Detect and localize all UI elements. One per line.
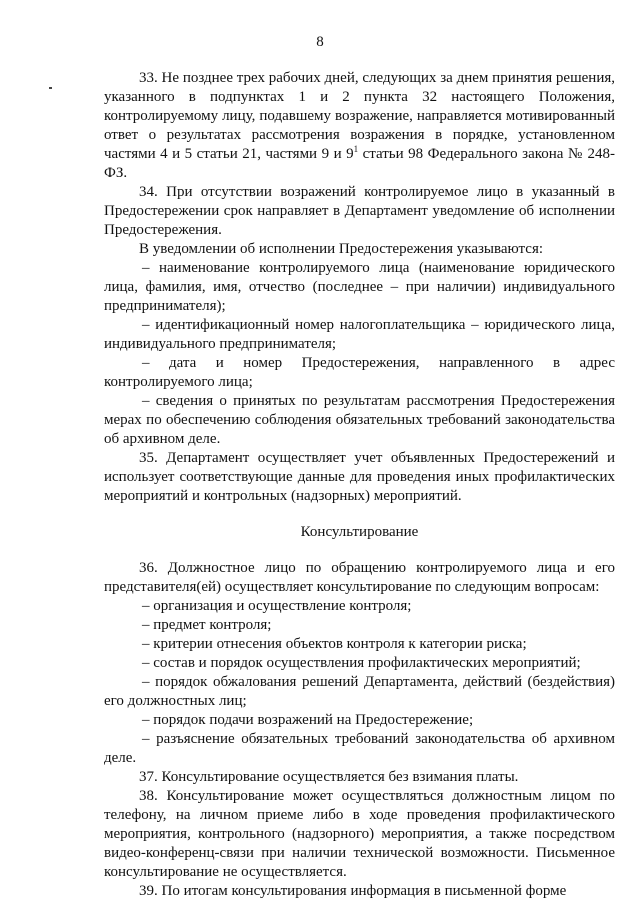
paragraph-33-text-end: статьи 98 Федерального закона № 248-ФЗ.	[104, 146, 615, 181]
section-heading: Консультирование	[300, 524, 419, 540]
list-item: – критерии отнесения объектов контроля к категории риска;	[142, 636, 527, 652]
paragraph-35: 35. Департамент осуществляет учет объявленных Предостережений и использует соответствующие данные для проведения иных профилактических мероприятий и контрольных (надзорных) мероприятий.	[104, 450, 615, 504]
list-item: – дата и номер Предостережения, направленного в адрес контролируемого лица;	[104, 355, 615, 390]
list-item: – организация и осуществление контроля;	[142, 598, 412, 614]
paragraph-39: 39. По итогам консультирования информация в письменной форме	[139, 883, 567, 899]
scan-speck	[49, 87, 52, 89]
paragraph-33-superscript: 1	[353, 144, 359, 154]
list-item: – состав и порядок осуществления профилактических мероприятий;	[142, 655, 581, 671]
list-item: – предмет контроля;	[142, 617, 272, 633]
list-item: – наименование контролируемого лица (наименование юридического лица, фамилия, имя, отчество (последнее – при наличии) индивидуального предпринимателя);	[104, 260, 615, 314]
list-item: – идентификационный номер налогоплательщика – юридического лица, индивидуального предпринимателя;	[104, 317, 615, 352]
paragraph-33-text: 33. Не позднее трех рабочих дней, следующих за днем принятия решения, указанного в подпунктах 1 и 2 пункта 32 настоящего Положения, контролируемому лицу, подавшему возражение, направляется мотивированный ответ о результатах рассмотрения возражения в порядке, установленном частями 4 и 5 статьи 21, частями 9 и 9	[104, 70, 615, 162]
paragraph-38: 38. Консультирование может осуществляться должностным лицом по телефону, на личном приеме либо в ходе проведения профилактического мероприятия, контрольного (надзорного) мероприятия, а также посредством видео-конференц-связи при наличии технической возможности. Письменное консультирование не осуществляется.	[104, 788, 615, 880]
paragraph-36: 36. Должностное лицо по обращению контролируемого лица и его представителя(ей) осуществляет консультирование по следующим вопросам:	[104, 560, 615, 595]
paragraph-34-intro: В уведомлении об исполнении Предостережения указываются:	[139, 241, 544, 257]
list-item: – порядок обжалования решений Департамента, действий (бездействия) его должностных лиц;	[104, 674, 615, 709]
document-body	[104, 69, 615, 901]
paragraph-37: 37. Консультирование осуществляется без взимания платы.	[139, 769, 519, 785]
list-item: – порядок подачи возражений на Предостережение;	[142, 712, 474, 728]
list-item: – сведения о принятых по результатам рассмотрения Предостережения мерах по обеспечению соблюдения обязательных требований законодательства об архивном деле.	[104, 393, 615, 447]
list-item: – разъяснение обязательных требований законодательства об архивном деле.	[104, 731, 615, 766]
paragraph-33	[104, 69, 615, 183]
page-number: 8	[316, 34, 324, 50]
paragraph-34: 34. При отсутствии возражений контролируемое лицо в указанный в Предостережении срок направляет в Департамент уведомление об исполнении Предостережения.	[104, 184, 615, 238]
